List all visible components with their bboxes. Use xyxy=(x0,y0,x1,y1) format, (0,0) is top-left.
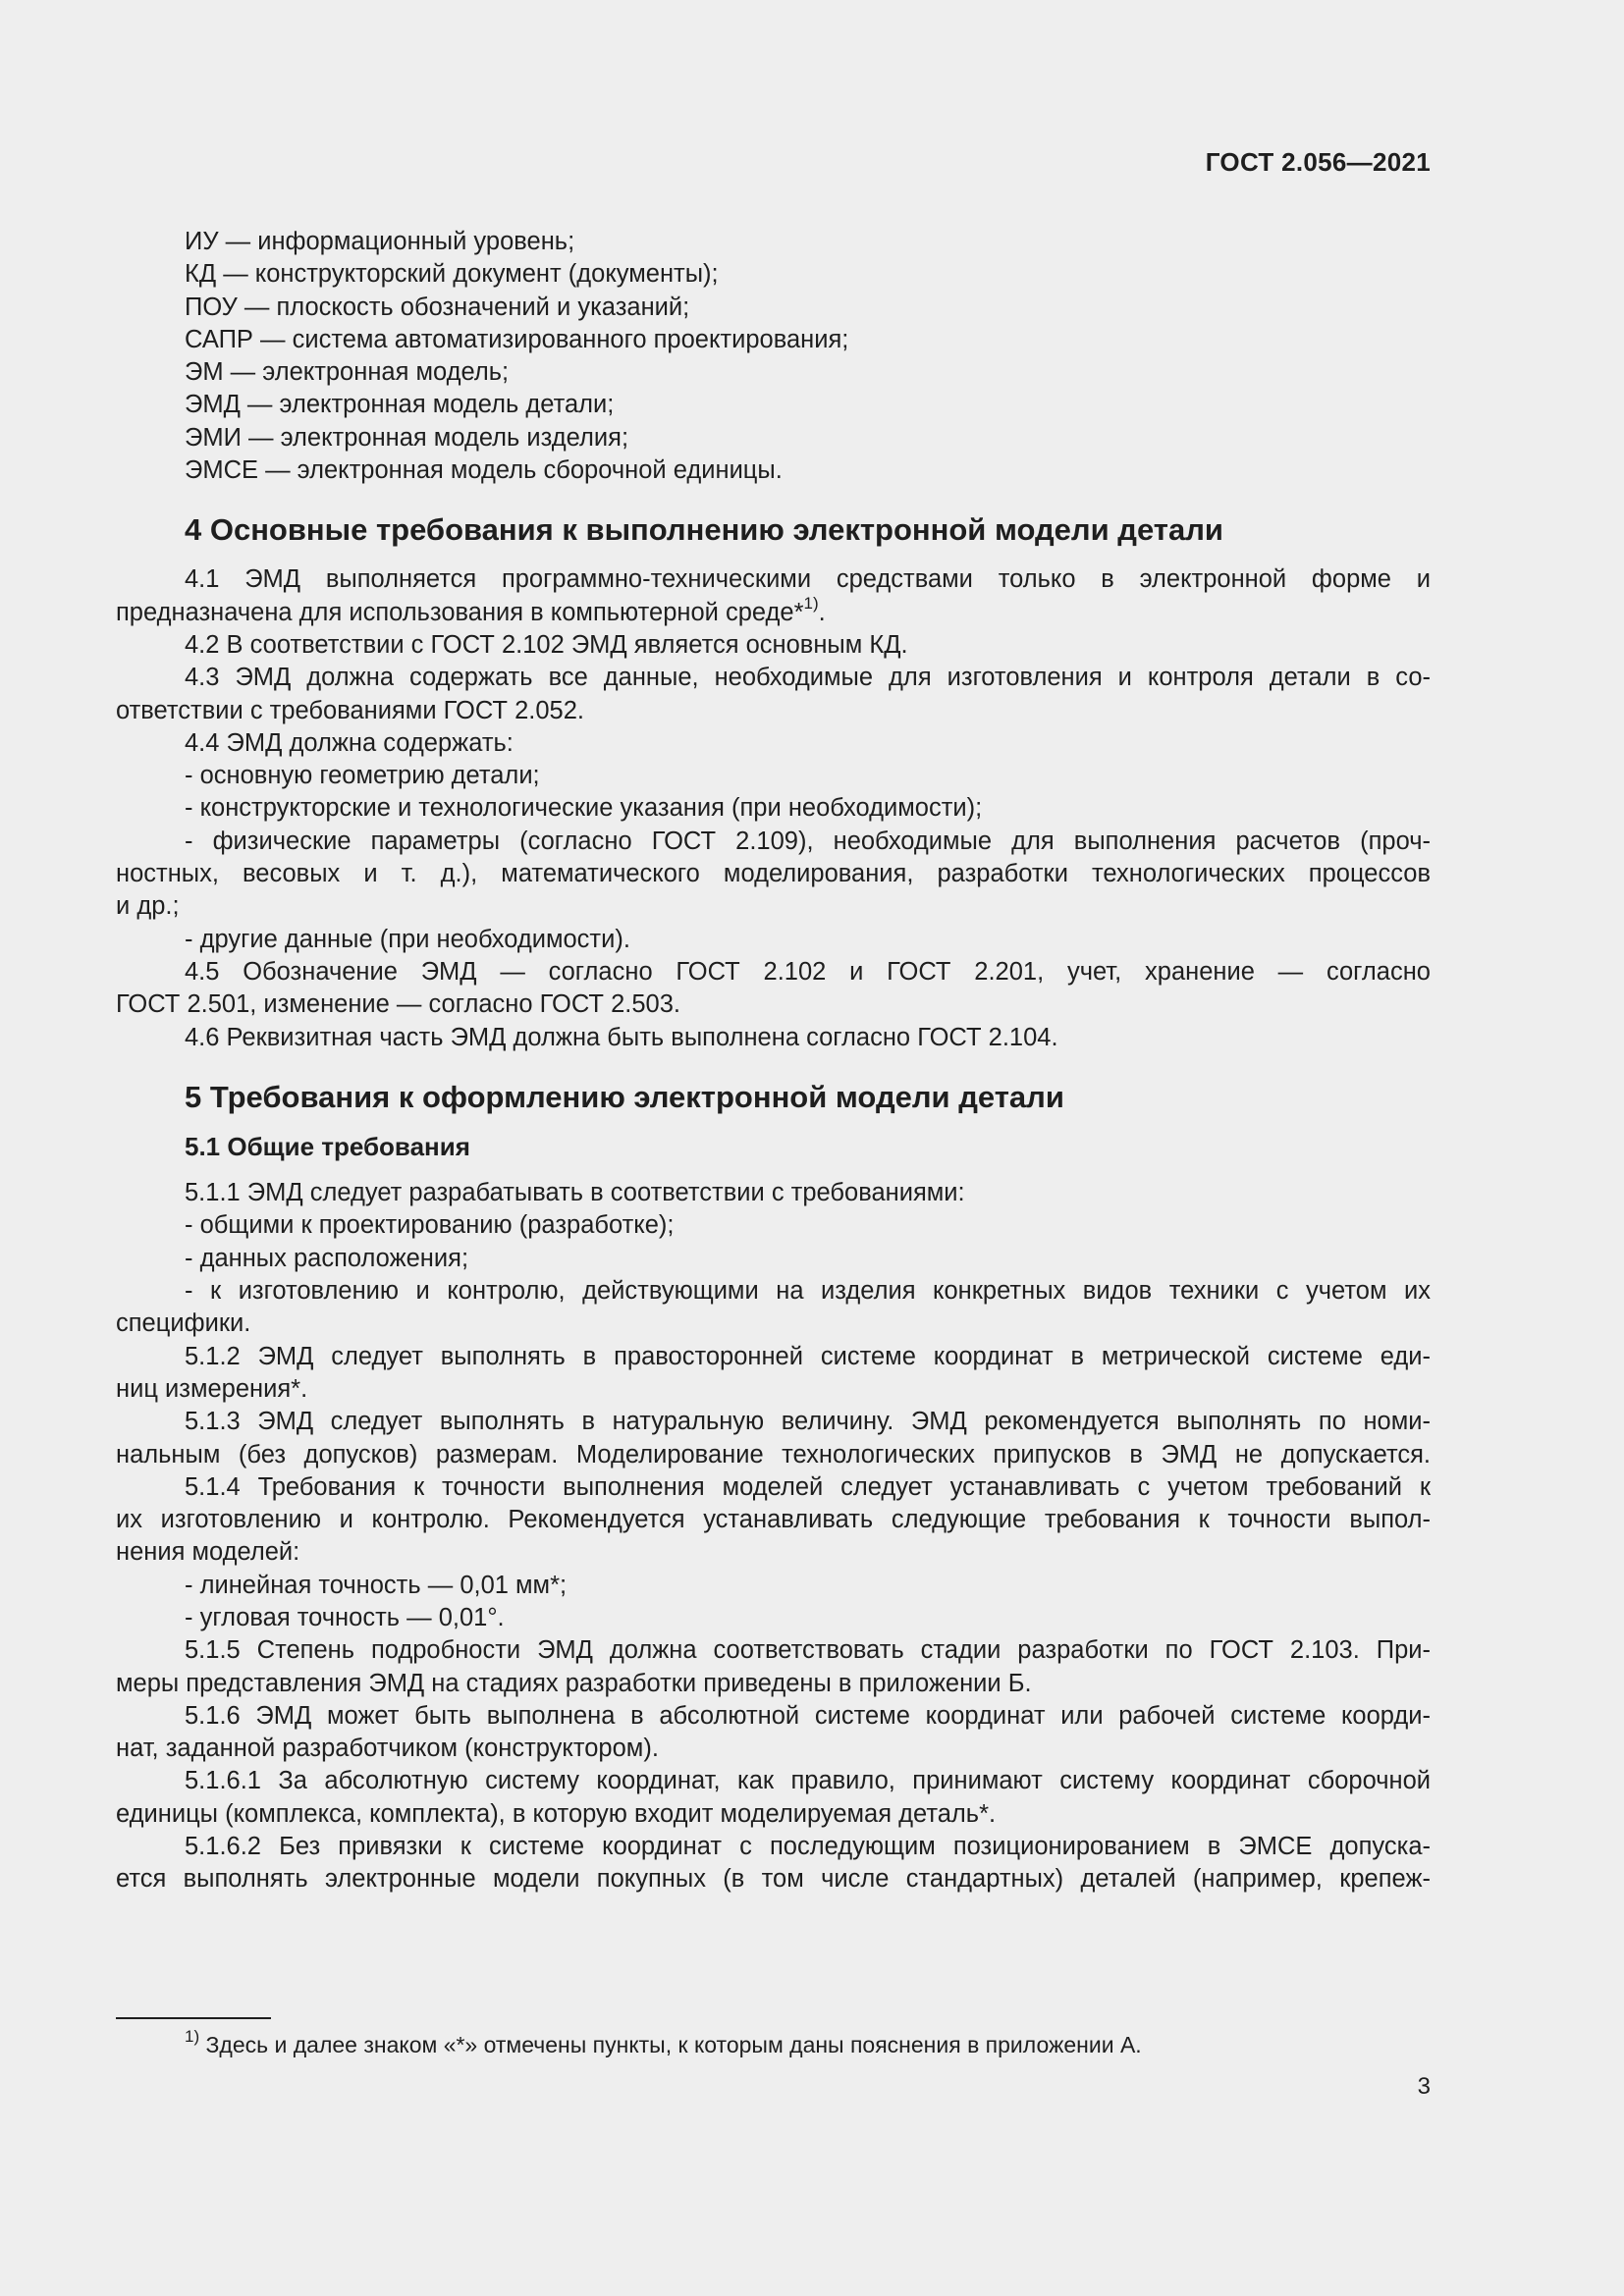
list-item: - угловая точность — 0,01°. xyxy=(185,1603,505,1631)
footnote-text: Здесь и далее знаком «*» отмечены пункты, к которым даны пояснения в приложении А. xyxy=(199,2032,1142,2057)
section-4-heading: 4 Основные требования к выполнению электронной модели детали xyxy=(185,512,1223,548)
document-code: ГОСТ 2.056—2021 xyxy=(1205,147,1431,177)
paragraph-5-1-4-line: нения моделей: xyxy=(116,1538,300,1567)
footnote-divider xyxy=(116,2017,271,2019)
paragraph-5-1-4-line: их изготовлению и контролю. Рекомендуется устанавливать следующие требования к точности выпол- xyxy=(116,1506,1431,1534)
paragraph-5-1-2-line: ниц измерения*. xyxy=(116,1374,308,1403)
list-item-line: специфики. xyxy=(116,1309,251,1338)
document-body xyxy=(116,226,1431,1896)
paragraph-5-1-2-line: 5.1.2 ЭМД следует выполнять в правосторонней системе координат в метрической системе еди- xyxy=(185,1342,1431,1370)
paragraph-5-1-6-1-line: единицы (комплекса, комплекта), в которую входит моделируемая деталь*. xyxy=(116,1799,997,1828)
list-item: - основную геометрию детали; xyxy=(185,762,540,790)
abbreviation-item: САПР — система автоматизированного проектирования; xyxy=(185,325,849,353)
paragraph-5-1-5-line: меры представления ЭМД на стадиях разработки приведены в приложении Б. xyxy=(116,1669,1032,1697)
abbreviation-item: ЭМСЕ — электронная модель сборочной единицы. xyxy=(185,456,783,485)
list-item: - данных расположения; xyxy=(185,1244,469,1272)
list-item: - линейная точность — 0,01 мм*; xyxy=(185,1571,568,1599)
list-item-line: ностных, весовых и т. д.), математического моделирования, разработки технологических процессов xyxy=(116,860,1431,888)
paragraph-5-1-6-line: нат, заданной разработчиком (конструктором). xyxy=(116,1735,659,1763)
paragraph-5-1-1: 5.1.1 ЭМД следует разрабатывать в соответствии с требованиями: xyxy=(185,1179,965,1207)
abbreviation-item: ЭМД — электронная модель детали; xyxy=(185,391,615,419)
paragraph-4-6: 4.6 Реквизитная часть ЭМД должна быть выполнена согласно ГОСТ 2.104. xyxy=(185,1023,1058,1051)
paragraph-4-5-line: 4.5 Обозначение ЭМД — согласно ГОСТ 2.102 и ГОСТ 2.201, учет, хранение — согласно xyxy=(185,957,1431,986)
paragraph-4-3-line: ответствии с требованиями ГОСТ 2.052. xyxy=(116,696,584,724)
abbreviations-list xyxy=(116,226,1431,487)
footnote xyxy=(185,2027,1142,2059)
list-item: - другие данные (при необходимости). xyxy=(185,925,630,953)
section-5-heading: 5 Требования к оформлению электронной модели детали xyxy=(185,1079,1064,1114)
list-item-line: - к изготовлению и контролю, действующими на изделия конкретных видов техники с учетом их xyxy=(185,1277,1431,1306)
footnote-mark: 1) xyxy=(185,2027,200,2047)
paragraph-4-3-line: 4.3 ЭМД должна содержать все данные, необходимые для изготовления и контроля детали в со- xyxy=(185,664,1431,692)
abbreviation-item: КД — конструкторский документ (документы); xyxy=(185,260,719,289)
list-item: - общими к проектированию (разработке); xyxy=(185,1211,675,1240)
paragraph-4-1-line xyxy=(116,594,1431,629)
paragraph-5-1-5-line: 5.1.5 Степень подробности ЭМД должна соответствовать стадии разработки по ГОСТ 2.103. При- xyxy=(185,1636,1431,1665)
section-5-body xyxy=(116,1177,1431,1896)
paragraph-5-1-6-2-line: 5.1.6.2 Без привязки к системе координат с последующим позиционированием в ЭМСЕ допуска- xyxy=(185,1833,1431,1861)
paragraph-5-1-4-line: 5.1.4 Требования к точности выполнения моделей следует устанавливать с учетом требований к xyxy=(185,1472,1431,1501)
paragraph-5-1-3-line: 5.1.3 ЭМД следует выполнять в натуральную величину. ЭМД рекомендуется выполнять по номи- xyxy=(185,1408,1431,1436)
paragraph-5-1-6-line: 5.1.6 ЭМД может быть выполнена в абсолютной системе координат или рабочей системе коорди- xyxy=(185,1701,1431,1730)
subsection-5-1-heading: 5.1 Общие требования xyxy=(185,1131,470,1161)
abbreviation-item: ПОУ — плоскость обозначений и указаний; xyxy=(185,293,690,321)
abbreviation-item: ЭМИ — электронная модель изделия; xyxy=(185,423,629,452)
section-4-body xyxy=(116,563,1431,1053)
abbreviation-item: ЭМ — электронная модель; xyxy=(185,358,510,387)
paragraph-4-5-line: ГОСТ 2.501, изменение — согласно ГОСТ 2.503. xyxy=(116,990,680,1019)
paragraph-4-1-end: . xyxy=(818,598,826,626)
paragraph-4-1-text: предназначена для использования в компьютерной среде* xyxy=(116,598,804,626)
page-number: 3 xyxy=(1417,2073,1431,2100)
abbreviation-item: ИУ — информационный уровень; xyxy=(185,228,575,255)
footnote-reference: 1) xyxy=(803,594,819,614)
list-item: - конструкторские и технологические указания (при необходимости); xyxy=(185,794,983,823)
paragraph-5-1-3-line: нальным (без допусков) размерам. Моделирование технологических припусков в ЭМД не допускается. xyxy=(116,1440,1431,1468)
paragraph-4-4: 4.4 ЭМД должна содержать: xyxy=(185,728,514,757)
list-item-line: - физические параметры (согласно ГОСТ 2.109), необходимые для выполнения расчетов (проч- xyxy=(185,827,1431,855)
list-item-line: и др.; xyxy=(116,892,180,921)
paragraph-5-1-6-2-line: ется выполнять электронные модели покупных (в том числе стандартных) деталей (например, крепеж- xyxy=(116,1865,1431,1894)
paragraph-4-1-line: 4.1 ЭМД выполняется программно-техническими средствами только в электронной форме и xyxy=(185,565,1431,594)
paragraph-4-2: 4.2 В соответствии с ГОСТ 2.102 ЭМД является основным КД. xyxy=(185,630,908,659)
paragraph-5-1-6-1-line: 5.1.6.1 За абсолютную систему координат, как правило, принимают систему координат сборочной xyxy=(185,1767,1431,1795)
